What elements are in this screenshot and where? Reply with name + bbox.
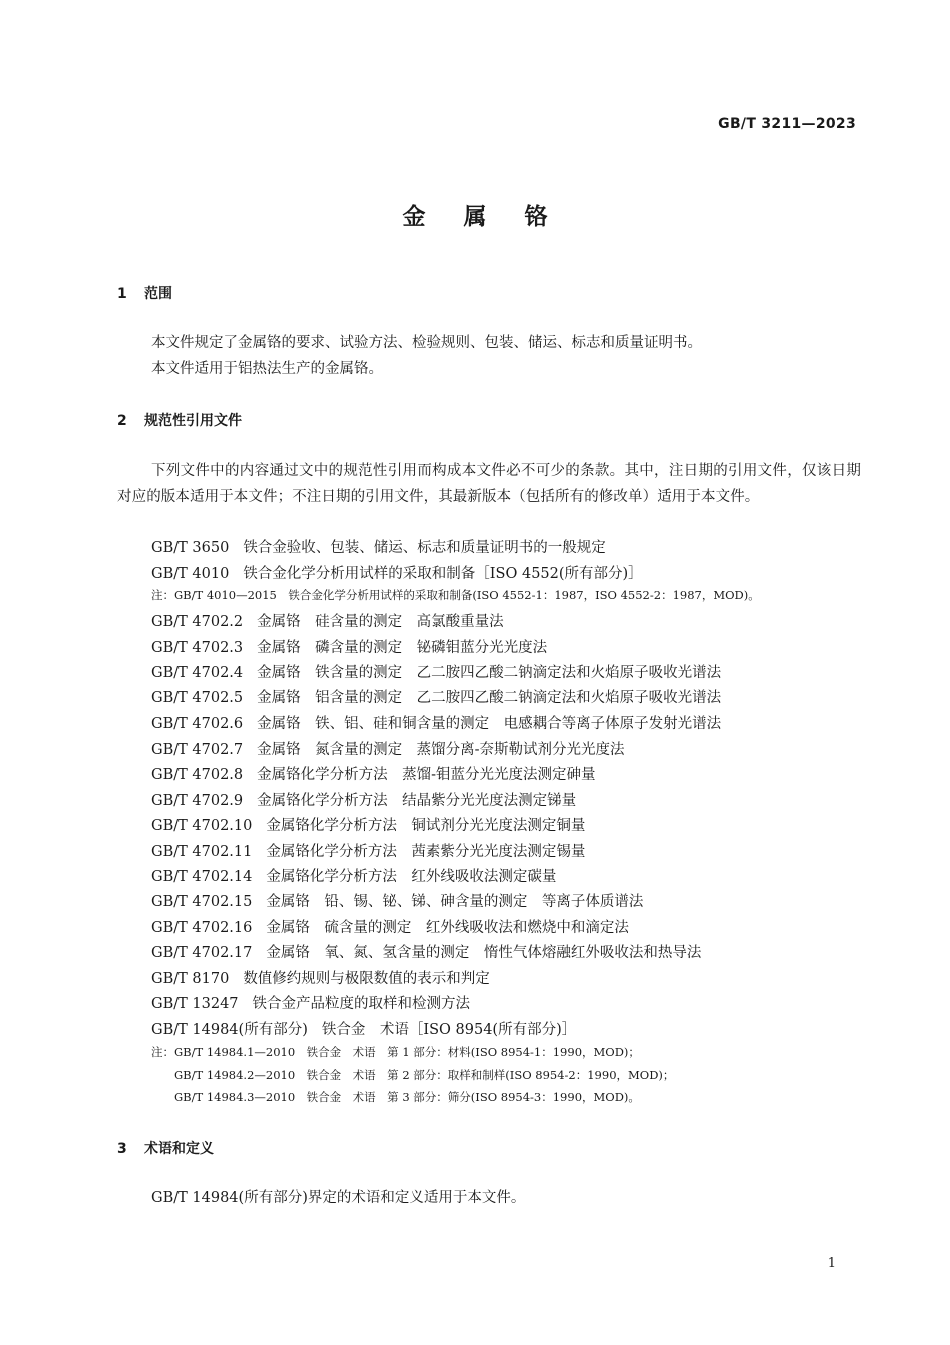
note-14984-line: GB/T 14984.3—2010 铁合金 术语 第 3 部分：筛分(ISO 8954-3：1990，MOD)。 xyxy=(174,1090,640,1104)
reference-code: GB/T 4702.15 xyxy=(151,894,253,910)
reference-item xyxy=(151,1018,576,1039)
reference-title: 金属铬 铁、铝、硅和铜含量的测定 电感耦合等离子体原子发射光谱法 xyxy=(257,716,722,732)
reference-code: GB/T 4702.5 xyxy=(151,690,244,706)
page-number: 1 xyxy=(827,1256,836,1271)
reference-item xyxy=(151,916,629,937)
reference-item xyxy=(151,814,585,835)
reference-title: 金属铬 氧、氮、氢含量的测定 惰性气体熔融红外吸收法和热导法 xyxy=(266,945,702,961)
document-title: 金属铬 xyxy=(402,204,586,230)
section-2-heading xyxy=(117,410,242,430)
reference-item xyxy=(151,562,643,583)
reference-code: GB/T 4702.17 xyxy=(151,945,253,961)
section-number: 1 xyxy=(117,286,127,302)
reference-item xyxy=(151,712,721,733)
section-title: 范围 xyxy=(144,286,172,302)
reference-item xyxy=(151,992,470,1013)
reference-title: 铁合金产品粒度的取样和检测方法 xyxy=(252,996,471,1012)
reference-code: GB/T 14984(所有部分) xyxy=(151,1022,308,1038)
section-1-heading xyxy=(117,283,172,303)
reference-title: 金属铬化学分析方法 茜素紫分光光度法测定锡量 xyxy=(266,844,586,860)
reference-item xyxy=(151,890,643,911)
reference-code: GB/T 4702.7 xyxy=(151,742,244,758)
reference-code: GB/T 4702.16 xyxy=(151,920,253,936)
reference-title: 金属铬 硫含量的测定 红外线吸收法和燃烧中和滴定法 xyxy=(266,920,629,936)
reference-code: GB/T 3650 xyxy=(151,540,230,556)
reference-title: 金属铬 硅含量的测定 高氯酸重量法 xyxy=(257,614,504,630)
reference-title: 金属铬 铅、锡、铋、锑、砷含量的测定 等离子体质谱法 xyxy=(266,894,644,910)
scope-paragraph: 本文件适用于铝热法生产的金属铬。 xyxy=(151,361,383,377)
reference-title: 金属铬 铝含量的测定 乙二胺四乙酸二钠滴定法和火焰原子吸收光谱法 xyxy=(257,690,722,706)
reference-code: GB/T 13247 xyxy=(151,996,239,1012)
note-4010: 注：GB/T 4010—2015 铁合金化学分析用试样的采取和制备(ISO 4552-1：1987，ISO 4552-2：1987，MOD)。 xyxy=(151,588,760,602)
reference-title: 铁合金 术语［ISO 8954(所有部分)］ xyxy=(321,1022,577,1038)
section-title: 术语和定义 xyxy=(144,1141,214,1157)
reference-code: GB/T 4702.9 xyxy=(151,793,244,809)
reference-code: GB/T 4702.4 xyxy=(151,665,244,681)
reference-item xyxy=(151,840,585,861)
section-number: 2 xyxy=(117,413,127,429)
reference-code: GB/T 4702.10 xyxy=(151,818,253,834)
reference-title: 金属铬 氮含量的测定 蒸馏分离-奈斯勒试剂分光光度法 xyxy=(257,742,625,758)
reference-title: 金属铬化学分析方法 红外线吸收法测定碳量 xyxy=(266,869,557,885)
section-3-heading xyxy=(117,1138,214,1158)
reference-title: 金属铬 磷含量的测定 铋磷钼蓝分光光度法 xyxy=(257,640,548,656)
reference-code: GB/T 8170 xyxy=(151,971,230,987)
note-14984-line: GB/T 14984.2—2010 铁合金 术语 第 2 部分：取样和制样(ISO 8954-2：1990，MOD)； xyxy=(174,1068,675,1082)
reference-item xyxy=(151,536,606,557)
note-14984-line: 注：GB/T 14984.1—2010 铁合金 术语 第 1 部分：材料(ISO 8954-1：1990，MOD)； xyxy=(151,1045,640,1059)
reference-code: GB/T 4010 xyxy=(151,566,230,582)
scope-paragraph: 本文件规定了金属铬的要求、试验方法、检验规则、包装、储运、标志和质量证明书。 xyxy=(151,335,702,351)
reference-code: GB/T 4702.3 xyxy=(151,640,244,656)
reference-item xyxy=(151,738,625,759)
reference-title: 铁合金化学分析用试样的采取和制备［ISO 4552(所有部分)］ xyxy=(243,566,643,582)
reference-code: GB/T 4702.8 xyxy=(151,767,244,783)
section-title: 规范性引用文件 xyxy=(144,413,242,429)
reference-item xyxy=(151,661,721,682)
reference-title: 金属铬化学分析方法 铜试剂分光光度法测定铜量 xyxy=(266,818,586,834)
reference-title: 金属铬 铁含量的测定 乙二胺四乙酸二钠滴定法和火焰原子吸收光谱法 xyxy=(257,665,722,681)
reference-item xyxy=(151,763,596,784)
reference-code: GB/T 4702.14 xyxy=(151,869,253,885)
reference-title: 铁合金验收、包装、储运、标志和质量证明书的一般规定 xyxy=(243,540,606,556)
reference-code: GB/T 4702.11 xyxy=(151,844,253,860)
reference-title: 金属铬化学分析方法 蒸馏-钼蓝分光光度法测定砷量 xyxy=(257,767,596,783)
reference-item xyxy=(151,967,490,988)
reference-code: GB/T 4702.2 xyxy=(151,614,244,630)
reference-item xyxy=(151,636,547,657)
reference-item xyxy=(151,865,556,886)
standard-number: GB/T 3211—2023 xyxy=(718,116,856,132)
reference-item xyxy=(151,941,701,962)
reference-code: GB/T 4702.6 xyxy=(151,716,244,732)
terms-paragraph: GB/T 14984(所有部分)界定的术语和定义适用于本文件。 xyxy=(151,1190,526,1206)
reference-title: 数值修约规则与极限数值的表示和判定 xyxy=(243,971,490,987)
reference-title: 金属铬化学分析方法 结晶紫分光光度法测定锑量 xyxy=(257,793,577,809)
section-number: 3 xyxy=(117,1141,127,1157)
reference-item xyxy=(151,686,721,707)
references-intro: 下列文件中的内容通过文中的规范性引用而构成本文件必不可少的条款。其中，注日期的引用文件，仅该日期对应的版本适用于本文件；不注日期的引用文件，其最新版本（包括所有的修改单）适用于本文件。 xyxy=(117,463,861,505)
reference-item xyxy=(151,789,576,810)
reference-item xyxy=(151,610,504,631)
